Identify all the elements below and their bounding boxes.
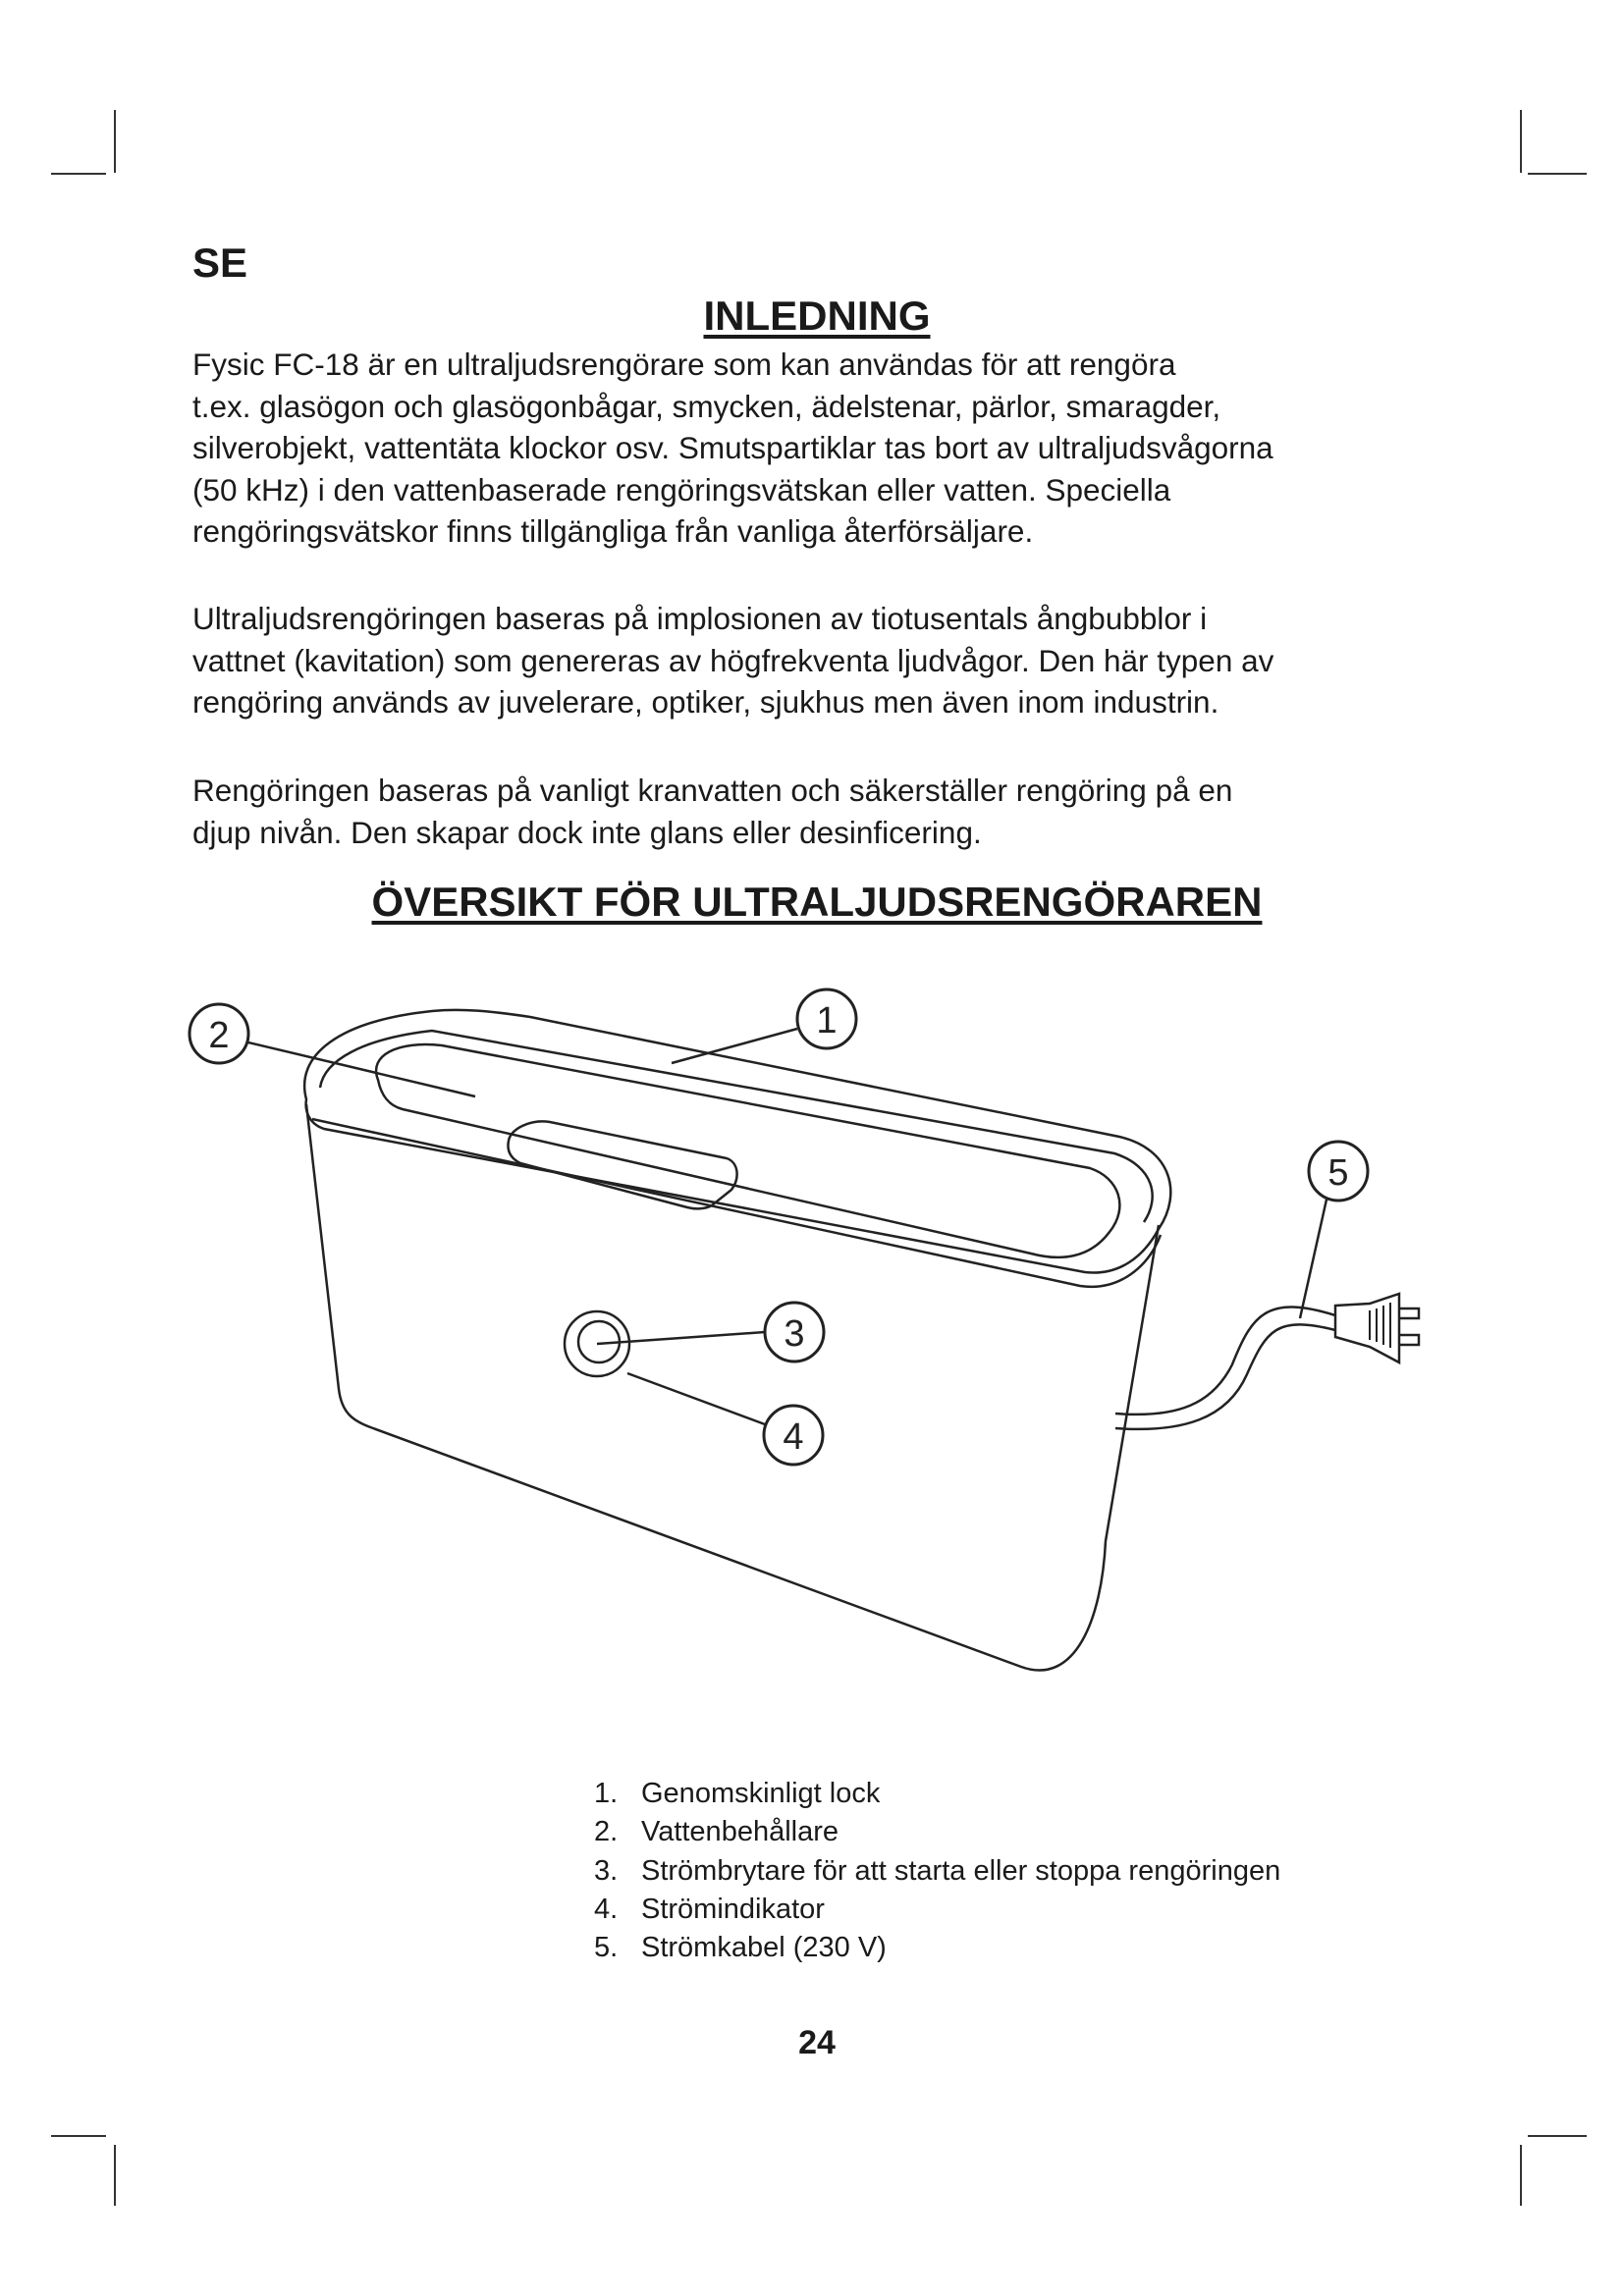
callout-4 <box>764 1406 823 1465</box>
item-number: 1. <box>594 1778 619 1809</box>
text-line: silverobjekt, vattentäta klockor osv. Smutspartiklar tas bort av ultraljudsvågorna <box>192 430 1273 465</box>
item-number: 5. <box>594 1932 619 1964</box>
item-label: Genomskinligt lock <box>641 1778 881 1809</box>
callout-1 <box>797 989 856 1048</box>
text-line: djup nivån. Den skapar dock inte glans eller desinficering. <box>192 814 982 850</box>
power-cord <box>1115 1307 1335 1414</box>
page-number: 24 <box>798 2024 836 2061</box>
list-item <box>594 1852 1280 1891</box>
callout-5 <box>1309 1142 1368 1201</box>
overview-heading: ÖVERSIKT FÖR ULTRALJUDSRENGÖRAREN <box>371 879 1263 925</box>
item-number: 4. <box>594 1893 619 1925</box>
leader-line-2 <box>248 1042 475 1096</box>
text-line: Fysic FC-18 är en ultraljudsrengörare som kan användas för att rengöra <box>192 347 1176 382</box>
item-label: Strömbrytare för att starta eller stoppa rengöringen <box>641 1854 1281 1887</box>
svg-text:2: 2 <box>208 1015 230 1056</box>
svg-text:1: 1 <box>816 1000 838 1041</box>
list-item <box>594 1813 1280 1851</box>
text-line: vattnet (kavitation) som genereras av högfrekventa ljudvågor. Den här typen av <box>192 642 1274 678</box>
list-item <box>594 1891 1280 1929</box>
text-line: (50 kHz) i den vattenbaserade rengöringsvätskan eller vatten. Speciella <box>192 471 1171 507</box>
transparent-lid <box>376 1044 1119 1257</box>
language-code: SE <box>192 240 248 286</box>
text-line: rengöringsvätskor finns tillgängliga från vanliga återförsäljare. <box>192 513 1034 549</box>
plug-grip <box>1370 1303 1390 1348</box>
list-item <box>594 1775 1280 1813</box>
parts-list <box>594 1775 1280 1967</box>
svg-text:5: 5 <box>1327 1152 1349 1194</box>
leader-line-4 <box>627 1373 765 1424</box>
leader-line-5 <box>1300 1200 1326 1318</box>
item-number: 2. <box>594 1816 619 1848</box>
intro-heading: INLEDNING <box>703 293 931 339</box>
text-line: Rengöringen baseras på vanligt kranvatten och säkerställer rengöring på en <box>192 773 1233 808</box>
plug-pins <box>1399 1308 1419 1345</box>
callout-3 <box>765 1303 824 1362</box>
text-line: Ultraljudsrengöringen baseras på implosionen av tiotusentals ångbubblor i <box>192 601 1208 636</box>
leader-line-3 <box>597 1332 765 1344</box>
item-label: Strömkabel (230 V) <box>641 1932 887 1964</box>
list-item <box>594 1929 1280 1967</box>
svg-text:4: 4 <box>783 1416 804 1458</box>
item-number: 3. <box>594 1854 619 1887</box>
item-label: Vattenbehållare <box>641 1816 839 1848</box>
lid-tab <box>509 1121 737 1208</box>
svg-text:3: 3 <box>784 1313 805 1355</box>
item-label: Strömindikator <box>641 1893 825 1925</box>
callout-2 <box>189 1004 248 1063</box>
text-line: rengöring används av juvelerare, optiker, sjukhus men även inom industrin. <box>192 684 1219 720</box>
text-line: t.ex. glasögon och glasögonbågar, smycken, ädelstenar, pärlor, smaragder, <box>192 388 1221 424</box>
